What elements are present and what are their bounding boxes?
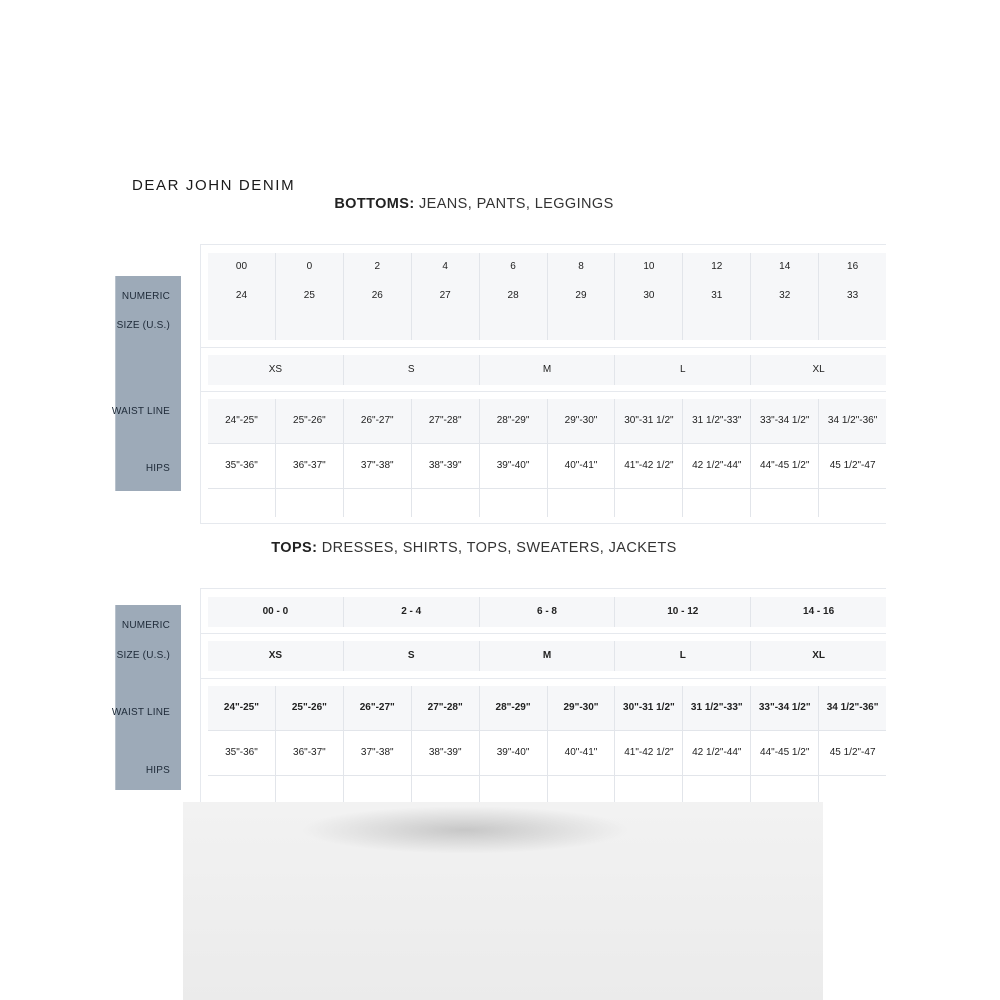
tops-size-table bbox=[200, 588, 886, 803]
hips-value: 38"-39" bbox=[411, 444, 479, 488]
waist-value: 31 1/2"-33" bbox=[682, 399, 750, 443]
waist-value: 31 1/2"-33" bbox=[682, 686, 750, 730]
hips-value: 36"-37" bbox=[275, 731, 343, 775]
waist-inches: 31 bbox=[711, 290, 723, 301]
letter-size: L bbox=[614, 641, 750, 671]
table-cell bbox=[411, 253, 479, 340]
hips-value: 41"-42 1/2" bbox=[614, 731, 682, 775]
table-cell bbox=[682, 253, 750, 340]
numeric-size: 8 bbox=[578, 261, 584, 272]
hips-value: 42 1/2"-44" bbox=[682, 444, 750, 488]
waist-inches: 25 bbox=[303, 290, 315, 301]
table-cell bbox=[343, 253, 411, 340]
hips-value: 41"-42 1/2" bbox=[614, 444, 682, 488]
table-cell bbox=[818, 776, 886, 804]
tops-row-labels bbox=[111, 605, 181, 790]
label-hips: HIPS bbox=[145, 765, 170, 776]
waist-value: 33"-34 1/2" bbox=[750, 399, 818, 443]
hips-value: 42 1/2"-44" bbox=[682, 731, 750, 775]
numeric-size: 6 bbox=[510, 261, 516, 272]
numeric-size: 2 bbox=[374, 261, 381, 272]
hips-value: 37"-38" bbox=[343, 444, 411, 488]
waist-value: 30"-31 1/2" bbox=[614, 686, 682, 730]
table-cell bbox=[479, 489, 547, 517]
waist-value: 25"-26" bbox=[275, 399, 343, 443]
hips-value: 45 1/2"-47 bbox=[818, 444, 886, 488]
table-cell bbox=[208, 776, 275, 804]
numeric-size: 14 bbox=[779, 261, 791, 272]
hips-value: 37"-38" bbox=[343, 731, 411, 775]
table-cell bbox=[479, 776, 547, 804]
brand-name: DEAR JOHN DENIM bbox=[132, 177, 296, 194]
hips-value: 44"-45 1/2" bbox=[750, 444, 818, 488]
waist-inches: 30 bbox=[643, 290, 655, 301]
divider bbox=[201, 347, 886, 348]
waist-value: 28"-29" bbox=[479, 686, 547, 730]
label-numeric: NUMERIC bbox=[121, 291, 170, 302]
numeric-range: 14 - 16 bbox=[750, 597, 886, 627]
waist-inches: 28 bbox=[507, 290, 519, 301]
table-cell bbox=[343, 489, 411, 517]
letter-size: XS bbox=[268, 364, 283, 375]
table-cell bbox=[479, 253, 547, 340]
table-cell bbox=[750, 253, 818, 340]
numeric-size: 00 bbox=[235, 261, 248, 272]
waist-value: 34 1/2"-36" bbox=[818, 399, 886, 443]
waist-value: 24"-25" bbox=[223, 702, 259, 713]
waist-value: 33"-34 1/2" bbox=[750, 686, 818, 730]
table-cell bbox=[411, 776, 479, 804]
table-cell bbox=[614, 253, 682, 340]
waist-value: 27"-28" bbox=[411, 399, 479, 443]
letter-size: S bbox=[343, 355, 479, 385]
waist-value: 26"-27" bbox=[343, 399, 411, 443]
letter-size: M bbox=[479, 355, 615, 385]
table-cell bbox=[275, 489, 343, 517]
numeric-size: 4 bbox=[442, 261, 448, 272]
table-cell bbox=[208, 489, 275, 517]
bottoms-waist-row bbox=[208, 399, 886, 443]
hips-value: 39"-40" bbox=[479, 444, 547, 488]
table-cell bbox=[208, 253, 275, 340]
tops-title bbox=[0, 540, 948, 556]
bottoms-title-rest: JEANS, PANTS, LEGGINGS bbox=[414, 196, 614, 212]
bottoms-letter-row bbox=[208, 355, 886, 385]
numeric-size: 12 bbox=[711, 261, 723, 272]
waist-inches: 24 bbox=[235, 290, 248, 301]
numeric-range: 6 - 8 bbox=[479, 597, 615, 627]
waist-inches: 26 bbox=[371, 290, 383, 301]
waist-inches: 27 bbox=[439, 290, 451, 301]
letter-size: XL bbox=[750, 355, 886, 385]
bottoms-hips-row bbox=[208, 443, 886, 488]
letter-size: L bbox=[614, 355, 750, 385]
hips-value: 40"-41" bbox=[547, 444, 615, 488]
tops-title-rest: DRESSES, SHIRTS, TOPS, SWEATERS, JACKETS bbox=[317, 540, 677, 556]
table-cell bbox=[547, 776, 615, 804]
letter-size: M bbox=[479, 641, 615, 671]
numeric-range: 00 - 0 bbox=[262, 606, 289, 617]
letter-size: XS bbox=[268, 650, 283, 661]
waist-value: 28"-29" bbox=[479, 399, 547, 443]
waist-value: 29"-30" bbox=[547, 686, 615, 730]
numeric-range: 10 - 12 bbox=[614, 597, 750, 627]
block-shadow bbox=[300, 806, 630, 854]
bottoms-title-bold: BOTTOMS: bbox=[334, 196, 415, 212]
table-cell bbox=[411, 489, 479, 517]
hips-value: 45 1/2"-47 bbox=[818, 731, 886, 775]
waist-inches: 29 bbox=[575, 290, 587, 301]
tops-hips-row bbox=[208, 730, 886, 775]
label-waist-line: WAIST LINE bbox=[111, 707, 170, 718]
numeric-size: 10 bbox=[643, 261, 655, 272]
divider bbox=[201, 678, 886, 679]
letter-size: S bbox=[343, 641, 479, 671]
tops-waist-row bbox=[208, 686, 886, 730]
waist-value: 29"-30" bbox=[547, 399, 615, 443]
hips-value: 44"-45 1/2" bbox=[750, 731, 818, 775]
bottoms-empty-row bbox=[208, 488, 886, 517]
letter-size: XL bbox=[750, 641, 886, 671]
table-cell bbox=[614, 489, 682, 517]
numeric-range: 2 - 4 bbox=[343, 597, 479, 627]
label-size-us: SIZE (U.S.) bbox=[116, 320, 170, 331]
waist-value: 26"-27" bbox=[343, 686, 411, 730]
table-cell bbox=[614, 776, 682, 804]
bottoms-size-table bbox=[200, 244, 886, 524]
table-cell bbox=[547, 489, 615, 517]
hips-value: 40"-41" bbox=[547, 731, 615, 775]
waist-value: 30"-31 1/2" bbox=[614, 399, 682, 443]
table-cell bbox=[818, 253, 886, 340]
hips-value: 35"-36" bbox=[225, 747, 258, 758]
divider bbox=[201, 633, 886, 634]
divider bbox=[201, 391, 886, 392]
waist-value: 27"-28" bbox=[411, 686, 479, 730]
table-cell bbox=[818, 489, 886, 517]
bottoms-row-labels bbox=[111, 276, 181, 491]
numeric-size: 0 bbox=[306, 261, 313, 272]
table-cell bbox=[547, 253, 615, 340]
label-waist-line: WAIST LINE bbox=[111, 406, 170, 417]
table-cell bbox=[275, 253, 343, 340]
table-cell bbox=[682, 489, 750, 517]
label-size-us: SIZE (U.S.) bbox=[116, 650, 170, 661]
bottoms-numeric-row bbox=[208, 253, 886, 340]
table-cell bbox=[750, 776, 818, 804]
hips-value: 38"-39" bbox=[411, 731, 479, 775]
waist-value: 25"-26" bbox=[275, 686, 343, 730]
label-numeric: NUMERIC bbox=[121, 620, 170, 631]
waist-value: 34 1/2"-36" bbox=[818, 686, 886, 730]
waist-inches: 32 bbox=[779, 290, 791, 301]
tops-numeric-row bbox=[208, 597, 886, 627]
numeric-size: 16 bbox=[847, 261, 859, 272]
label-hips: HIPS bbox=[145, 463, 170, 474]
table-cell bbox=[682, 776, 750, 804]
tops-title-bold: TOPS: bbox=[271, 540, 318, 556]
waist-value: 24"-25" bbox=[225, 415, 258, 426]
tops-letter-row bbox=[208, 641, 886, 671]
tops-empty-row bbox=[208, 775, 886, 804]
hips-value: 39"-40" bbox=[479, 731, 547, 775]
table-cell bbox=[343, 776, 411, 804]
hips-value: 35"-36" bbox=[225, 460, 258, 471]
hips-value: 36"-37" bbox=[275, 444, 343, 488]
bottoms-title bbox=[0, 196, 948, 212]
waist-inches: 33 bbox=[847, 290, 859, 301]
table-cell bbox=[275, 776, 343, 804]
table-cell bbox=[750, 489, 818, 517]
